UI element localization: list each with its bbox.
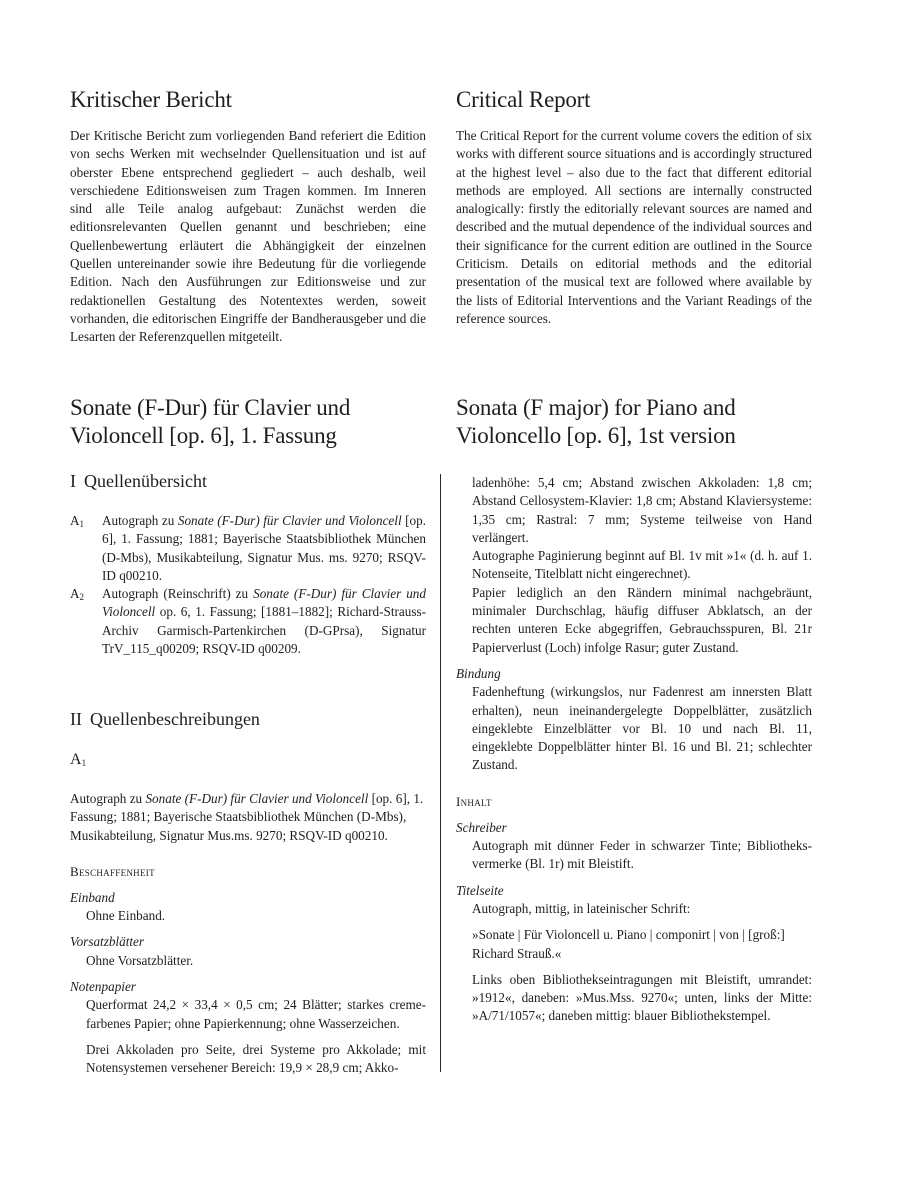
work-title-en	[456, 394, 812, 450]
bindung-text: Fadenheftung (wirkungslos, nur Fadenrest am innersten Blatt erhalten), neun ineinandergelegte Doppelblätter, zusätzlich eingeklebte Einzelblätter vor Bl. 10 und nach Bl. 11, eingeklebte Doppelblätter hinter Bl. 16 und Bl. 21; schlechter Zustand.	[472, 684, 812, 773]
intro-german	[70, 86, 426, 347]
work-title-en-line2: Violoncello [op. 6], 1st version	[456, 423, 736, 448]
einband-text: Ohne Einband.	[86, 908, 166, 924]
notenpapier-text-1: Querformat 24,2 × 33,4 × 0,5 cm; 24 Blätter; starkes cremefarbenes Papier; ohne Papierkennung; ohne Wasserzeichen.	[86, 997, 426, 1031]
beschaffenheit-heading: Beschaffenheit	[70, 863, 155, 879]
section1-heading	[70, 470, 426, 492]
work-title-en-line1: Sonata (F major) for Piano and	[456, 395, 736, 420]
source-item-a1	[70, 512, 426, 585]
vorsatz-text: Ohne Vorsatzblätter.	[86, 952, 194, 968]
notenpapier-text-2a: Drei Akkoladen pro Seite, drei Systeme pro Akkolade; mit Notensystemen versehener Bereich: 19,9 × 28,9 cm; Akko-	[86, 1041, 426, 1076]
zustand-text: Papier lediglich an den Rändern minimal nachgebräunt, minimaler Durchschlag, häufig diffuser Abklatsch, an der rechten unteren Ecke abgegriffen, Gebrauchsspuren, Bl. 21r Papierverlust (Loch) infolge Rasur; guter Zustand.	[472, 584, 812, 655]
notenpapier-label: Notenpapier	[70, 979, 136, 995]
source-heading-a1: $A_1$	[70, 751, 87, 768]
titelseite-text-1: Autograph, mittig, in lateinischer Schrift:	[472, 900, 691, 916]
source-summary: Autograph zu Sonate (F-Dur) für Clavier und Violoncell [op. 6], 1. Fassung; 1881; Bayerische Staatsbibliothek München (D-Mbs), Musikabteilung, Signatur Mus.ms. 9270; RSQV-ID q00210.	[70, 791, 424, 843]
vorsatz-label: Vorsatzblätter	[70, 934, 145, 950]
section-quellenbeschreibungen	[70, 708, 426, 1078]
section1-number: I	[70, 471, 76, 491]
intro-english	[456, 86, 812, 328]
schreiber-text: Autograph mit dünner Feder in schwarzer Tinte; Bibliotheksvermerke (Bl. 1r) mit Bleistift.	[472, 838, 812, 872]
source-description: Autograph zu Sonate (F-Dur) für Clavier und Violoncell [op. 6], 1. Fassung; 1881; Bayerische Staatsbibliothek München (D-Mbs), Musikabteilung, Signatur Mus. ms. 9270; RSQV-ID q00210.	[102, 513, 426, 583]
source-siglum: $A_2$	[70, 586, 85, 603]
source-list	[70, 512, 426, 658]
work-title-de-line2: Violoncell [op. 6], 1. Fassung	[70, 423, 337, 448]
column-divider	[440, 474, 441, 1072]
intro-title-de: Kritischer Bericht	[70, 87, 232, 112]
titelseite-label: Titelseite	[456, 882, 504, 898]
bindung-label: Bindung	[456, 665, 501, 681]
work-title-de-line1: Sonate (F-Dur) für Clavier und	[70, 395, 351, 420]
section1-title: Quellenübersicht	[84, 471, 207, 491]
intro-text-en: The Critical Report for the current volume covers the edition of six works with different source situations and is accordingly structured at the highest level – also due to the fact that different editorial methods are employed. All sections are internally constructed analogically: firstly the editorially relevant sources are named and described and the mutual dependence of the individual sources and their significance for the current edition are outlined in the Source Criticism. Details on editorial methods and the editorial presentation of the musical text are followed where available by the lists of Editorial Interventions and the Variant Readings of the reference sources.	[456, 128, 812, 326]
intro-text-de: Der Kritische Bericht zum vorliegenden Band referiert die Edition von sechs Werken mit wechselnder Quellensituation und ist auf oberster Ebene entsprechend gegliedert – auch deshalb, weil verschiedene Editionsweisen zum Tragen kommen. Im Inneren sind alle Teile analog aufgebaut: Zunächst werden die editionsrelevanten Quellen genannt und beschrieben; eine Quellenbewertung erläutert die Abhängigkeit der einzelnen Quellen untereinander sowie ihre Bedeutung für die vorliegende Edition. Nach den Ausführungen zur Editionsweise und zur redaktionellen Gestaltung des Notentextes werden, soweit vorhanden, die editorischen Eingriffe der Bandherausgeber und die Lesarten der Referenzquellen mitgeteilt.	[70, 128, 426, 345]
paginierung-text: Autographe Paginierung beginnt auf Bl. 1v mit »1« (d. h. auf 1. Notenseite, Titelblatt nicht eingerechnet).	[472, 548, 812, 582]
source-description: Autograph (Reinschrift) zu Sonate (F-Dur) für Clavier und Violoncell op. 6, 1. Fassung; [1881–1882]; Richard-Strauss-Archiv Garmisch-Partenkirchen (D-GPrsa), Signatur TrV_115_q00209; RSQV-ID q00209.	[102, 586, 426, 657]
section2-title: Quellenbeschreibungen	[90, 709, 260, 729]
notenpapier-text-2b: ladenhöhe: 5,4 cm; Abstand zwischen Akkoladen: 1,8 cm; Abstand Cellosystem-Klavier: 1,8 cm; Abstand Klaviersysteme: 1,35 cm; Rastral: 7 mm; Systeme teilweise von Hand verlängert.	[472, 475, 812, 545]
intro-title-en: Critical Report	[456, 87, 591, 112]
section2-heading	[70, 708, 426, 730]
section2-number: II	[70, 709, 82, 729]
einband-label: Einband	[70, 889, 115, 905]
source-siglum: $A_1$	[70, 513, 85, 529]
inhalt-heading: Inhalt	[456, 793, 492, 809]
schreiber-label: Schreiber	[456, 819, 507, 835]
source-item-a2	[70, 585, 426, 658]
section-quellenuebersicht	[70, 470, 426, 658]
work-title-de	[70, 394, 426, 450]
titelseite-text-2: »Sonate | Für Violoncell u. Piano | componirt | von | [groß:] Richard Strauß.«	[472, 927, 785, 961]
titelseite-text-3: Links oben Bibliothekseintragungen mit Bleistift, umrandet: »1912«, daneben: »Mus.Mss. 9270«; unten, links der Mitte: »A/71/1057«; daneben mittig: blauer Bibliothekstempel.	[472, 971, 812, 1024]
source-description-continued	[456, 474, 812, 1026]
